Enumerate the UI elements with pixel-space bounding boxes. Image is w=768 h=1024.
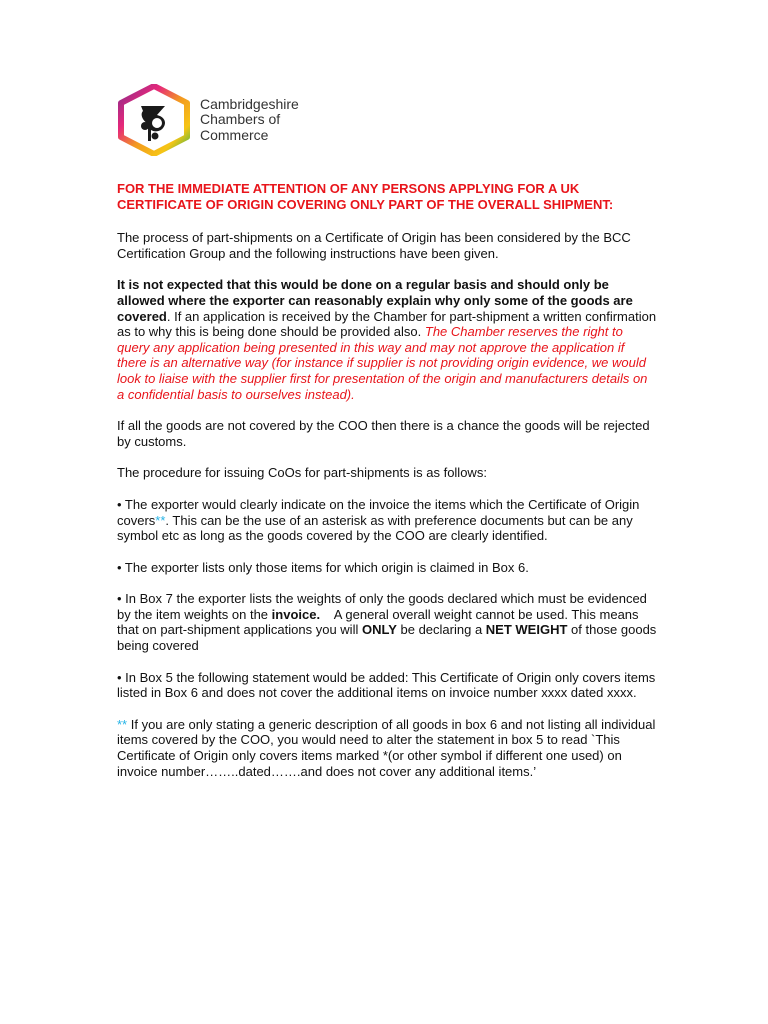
asterisk-marker: ** [155, 512, 166, 528]
chamber-reserves-note: The Chamber reserves the right to query any application being presented in this way and may not approve the application if there is an alternative way (for instance if supplier is not providing origin evidence, we would look to liaise with the supplier first for presentation of the origin and manufacturers details on a confidential basis to ourselves instead). [117, 324, 648, 402]
logo-wordmark [200, 97, 299, 144]
generic-description-note [117, 717, 657, 779]
heading-line-2: CERTIFICATE OF ORIGIN COVERING ONLY PART OF THE OVERALL SHIPMENT: [117, 196, 614, 212]
procedure-intro: The procedure for issuing CoOs for part-shipments is as follows: [117, 465, 487, 481]
bullet-1-text-b: . This can be the use of an asterisk as with preference documents but can be any symbol etc as long as the goods covered by the COO are clearly identified. [117, 512, 633, 544]
logo-line-2: Chambers of [200, 111, 281, 128]
bullet-invoice-indication [117, 497, 657, 544]
logo-line-3: Commerce [200, 126, 269, 143]
heading-line-1: FOR THE IMMEDIATE ATTENTION OF ANY PERSONS APPLYING FOR A UK [117, 181, 580, 196]
bullet-box-5: • In Box 5 the following statement would be added: This Certificate of Origin only covers items listed in Box 6 and does not cover the additional items on invoice number xxxx dated xxxx. [117, 669, 656, 701]
customs-warning-paragraph: If all the goods are not covered by the COO then there is a chance the goods will be rejected by customs. [117, 418, 650, 449]
invoice-bold: invoice. [271, 606, 321, 622]
expectation-text: . If an application is received by the Chamber for part-shipment a written confirmation as to why this is being done should be provided also. [117, 308, 657, 340]
note-asterisk-marker: ** [117, 716, 128, 732]
bullet-box-7 [117, 591, 657, 653]
logo-line-1: Cambridgeshire [200, 95, 299, 112]
expectation-bold-text: It is not expected that this would be done on a regular basis and should only be allowed where the exporter can reasonably explain why only some of the goods are covered [117, 277, 633, 324]
cambridgeshire-chambers-logo-icon [117, 84, 191, 156]
intro-paragraph: The process of part-shipments on a Certificate of Origin has been considered by the BCC Certification Group and the following instructions have been given. [117, 230, 631, 261]
bullet-3-text-c: be declaring a [396, 622, 486, 638]
bullet-3-text-d: of those goods being covered [117, 622, 657, 654]
bullet-1-text-a: • The exporter would clearly indicate on the invoice the items which the Certificate of Origin covers [117, 496, 640, 528]
document-body [117, 181, 657, 795]
bullet-3-text-a: • In Box 7 the exporter lists the weights of only the goods declared which must be evidenced by the item weights on the [117, 591, 647, 622]
bullet-box-6: • The exporter lists only those items for which origin is claimed in Box 6. [117, 559, 529, 575]
notice-heading [117, 181, 657, 212]
only-bold: ONLY [361, 622, 397, 638]
net-weight-bold: NET WEIGHT [485, 622, 568, 638]
chamber-logo [117, 84, 299, 156]
bullet-3-text-b: A general overall weight cannot be used. This means that on part-shipment applications you will [117, 606, 643, 638]
note-text: If you are only stating a generic description of all goods in box 6 and not listing all individual items covered by the COO, you would need to alter the statement in box 5 to read `This Certificate of Origin only covers items marked *(or other symbol if different one used) on invoice number……..dated…….and does not cover any additional items.’ [117, 716, 656, 779]
expectation-paragraph [117, 277, 657, 402]
